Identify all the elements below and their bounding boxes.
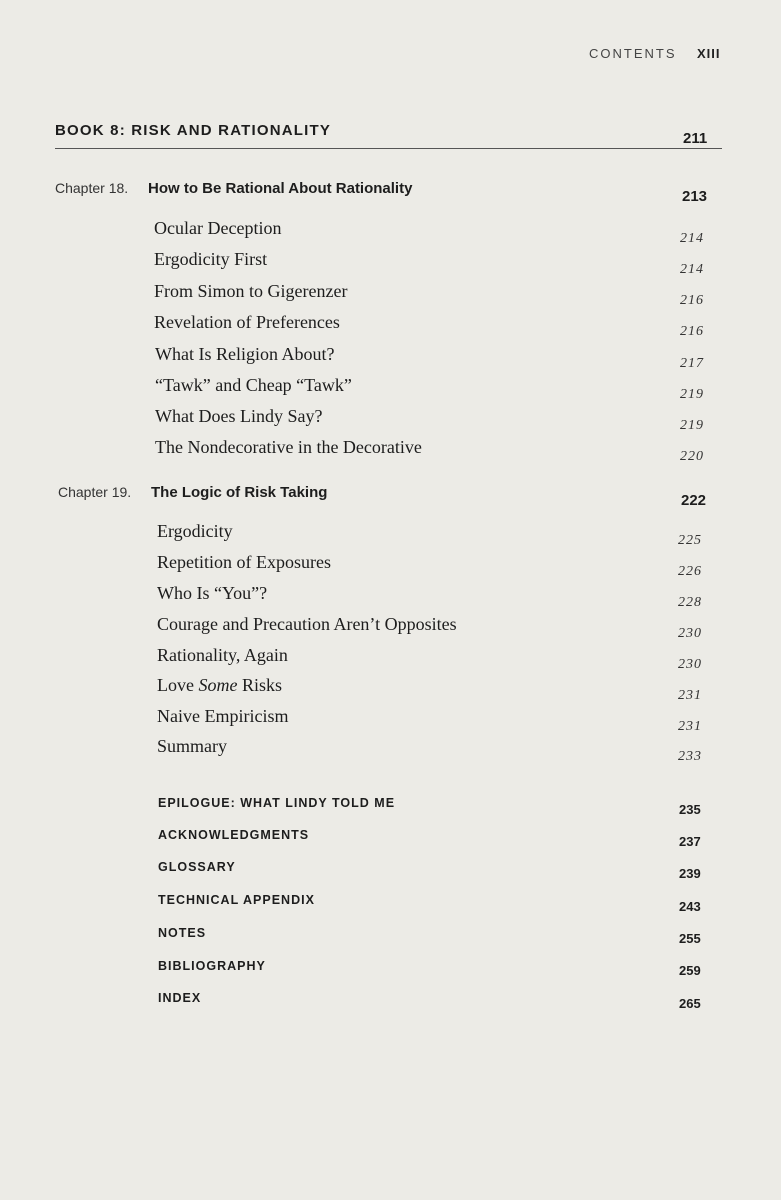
chapter-18-number: Chapter 18.	[55, 180, 129, 196]
book-page-number: 211	[683, 130, 708, 147]
section-title: “Tawk” and Cheap “Tawk”	[155, 375, 352, 395]
section-title: Courage and Precaution Aren’t Opposites	[157, 614, 457, 634]
section-title: Repetition of Exposures	[157, 552, 331, 572]
section-title: Who Is “You”?	[157, 583, 268, 603]
book-divider	[55, 148, 722, 149]
running-header-label: CONTENTS	[589, 46, 677, 61]
back-matter-page: 235	[679, 802, 701, 817]
chapter-19-title: The Logic of Risk Taking	[151, 484, 328, 501]
back-matter-title: GLOSSARY	[158, 860, 236, 874]
back-matter-title: ACKNOWLEDGMENTS	[158, 828, 310, 842]
section-title: Rationality, Again	[157, 645, 288, 665]
section-page: 217	[680, 356, 704, 371]
running-header-page-number: XIII	[697, 46, 721, 61]
chapter-19-number: Chapter 19.	[58, 484, 132, 500]
emphasis: Some	[198, 675, 238, 695]
section-title: What Does Lindy Say?	[155, 406, 323, 426]
section-title: Ergodicity First	[154, 249, 268, 269]
section-page: 233	[678, 749, 702, 764]
section-page: 216	[680, 293, 704, 308]
section-page: 226	[678, 564, 702, 579]
back-matter-page: 255	[679, 931, 701, 946]
section-title: Love Some Risks	[157, 675, 283, 695]
section-page: 219	[680, 418, 704, 433]
section-page: 220	[680, 449, 704, 464]
back-matter-title: TECHNICAL APPENDIX	[158, 893, 315, 907]
back-matter-page: 239	[679, 866, 701, 881]
section-page: 231	[678, 719, 702, 734]
section-page: 214	[680, 231, 704, 246]
section-title: Summary	[157, 736, 227, 756]
back-matter-title: INDEX	[158, 991, 202, 1005]
section-title: Ocular Deception	[154, 218, 282, 238]
section-page: 216	[680, 324, 704, 339]
chapter-18-title: How to Be Rational About Rationality	[148, 180, 413, 197]
chapter-19-page: 222	[681, 492, 707, 509]
back-matter-page: 243	[679, 899, 701, 914]
section-title: Revelation of Preferences	[154, 312, 340, 332]
back-matter-page: 259	[679, 963, 701, 978]
back-matter-page: 237	[679, 834, 701, 849]
section-page: 230	[678, 657, 702, 672]
chapter-18-page: 213	[682, 188, 708, 205]
section-page: 230	[678, 626, 702, 641]
section-page: 231	[678, 688, 702, 703]
section-page: 219	[680, 387, 704, 402]
back-matter-title: BIBLIOGRAPHY	[158, 959, 266, 973]
section-title: Ergodicity	[157, 521, 233, 541]
back-matter-page: 265	[679, 996, 701, 1011]
section-title: What Is Religion About?	[155, 344, 335, 364]
section-title: From Simon to Gigerenzer	[154, 281, 348, 301]
section-page: 225	[678, 533, 702, 548]
back-matter-title: NOTES	[158, 926, 207, 940]
section-title: The Nondecorative in the Decorative	[155, 437, 422, 457]
section-page: 228	[678, 595, 702, 610]
section-title: Naive Empiricism	[157, 706, 289, 726]
section-page: 214	[680, 262, 704, 277]
book-title: BOOK 8: RISK AND RATIONALITY	[55, 122, 332, 139]
back-matter-title: EPILOGUE: WHAT LINDY TOLD ME	[158, 796, 396, 810]
